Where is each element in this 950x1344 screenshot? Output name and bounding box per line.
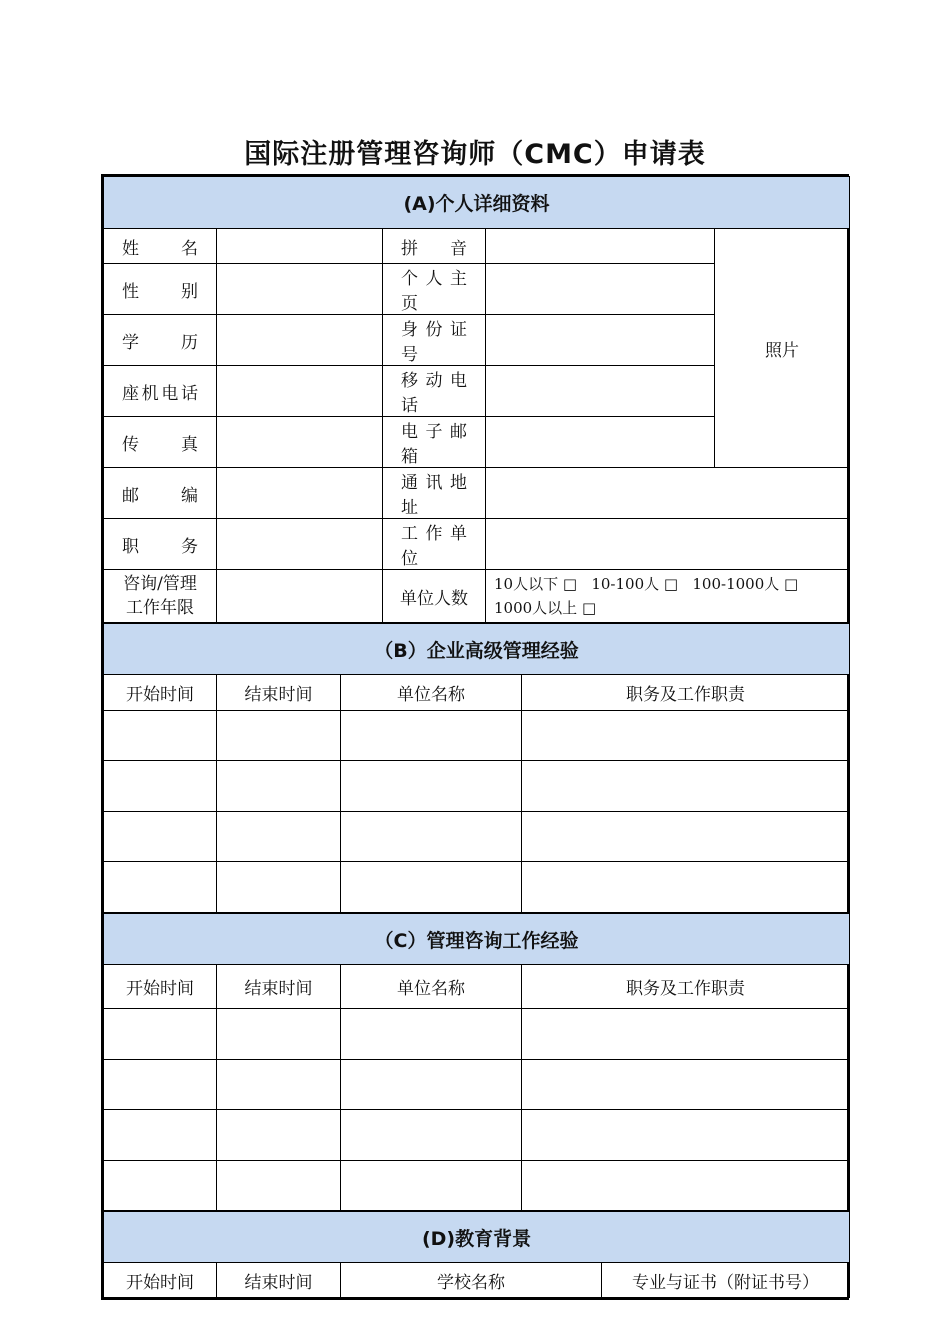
fax-label: 传真 <box>104 417 217 468</box>
table-row <box>104 1009 850 1060</box>
table-row <box>104 761 850 812</box>
table-row <box>104 1161 850 1211</box>
b-cell[interactable] <box>217 711 341 761</box>
personal-details-table <box>103 176 850 623</box>
headcount-option-1[interactable]: 10人以下 □ <box>494 575 578 593</box>
c-cell[interactable] <box>522 1161 850 1211</box>
table-row <box>104 862 850 913</box>
mobile-label: 移动电话 <box>383 366 486 417</box>
education-field[interactable] <box>217 315 383 366</box>
b-duties-header: 职务及工作职责 <box>522 675 850 711</box>
b-cell[interactable] <box>217 761 341 812</box>
headcount-options[interactable] <box>486 570 850 623</box>
application-form <box>101 174 849 1300</box>
d-school-header: 学校名称 <box>341 1263 602 1298</box>
d-major-header: 专业与证书（附证书号） <box>602 1263 850 1298</box>
b-start-header: 开始时间 <box>104 675 217 711</box>
postcode-label: 邮编 <box>104 468 217 519</box>
photo-label: 照片 <box>765 340 799 361</box>
b-cell[interactable] <box>522 862 850 913</box>
work-years-field[interactable] <box>217 570 383 623</box>
education-label: 学历 <box>104 315 217 366</box>
name-label: 姓名 <box>104 229 217 264</box>
postcode-field[interactable] <box>217 468 383 519</box>
b-cell[interactable] <box>104 761 217 812</box>
id-number-label: 身份证号 <box>383 315 486 366</box>
c-cell[interactable] <box>217 1009 341 1060</box>
c-cell[interactable] <box>341 1110 522 1161</box>
education-table <box>103 1211 850 1298</box>
homepage-label: 个人主页 <box>383 264 486 315</box>
address-label: 通讯地址 <box>383 468 486 519</box>
c-cell[interactable] <box>522 1110 850 1161</box>
pinyin-label: 拼音 <box>383 229 486 264</box>
landline-label: 座机电话 <box>104 366 217 417</box>
work-years-label-line2: 工作年限 <box>126 598 194 618</box>
consulting-experience-table <box>103 913 850 1211</box>
gender-label: 性别 <box>104 264 217 315</box>
d-end-header: 结束时间 <box>217 1263 341 1298</box>
c-cell[interactable] <box>217 1060 341 1110</box>
gender-field[interactable] <box>217 264 383 315</box>
section-c-header: （C）管理咨询工作经验 <box>104 914 850 965</box>
b-cell[interactable] <box>522 812 850 862</box>
fax-field[interactable] <box>217 417 383 468</box>
name-field[interactable] <box>217 229 383 264</box>
b-end-header: 结束时间 <box>217 675 341 711</box>
form-title: 国际注册管理咨询师（CMC）申请表 <box>244 139 706 170</box>
c-cell[interactable] <box>104 1110 217 1161</box>
management-experience-table <box>103 623 850 913</box>
b-cell[interactable] <box>341 761 522 812</box>
b-cell[interactable] <box>341 812 522 862</box>
section-d-header: (D)教育背景 <box>104 1212 850 1263</box>
c-cell[interactable] <box>341 1161 522 1211</box>
email-field[interactable] <box>486 417 715 468</box>
c-duties-header: 职务及工作职责 <box>522 965 850 1009</box>
section-a-header: (A)个人详细资料 <box>104 177 850 229</box>
mobile-field[interactable] <box>486 366 715 417</box>
b-cell[interactable] <box>104 812 217 862</box>
b-org-header: 单位名称 <box>341 675 522 711</box>
address-field[interactable] <box>486 468 850 519</box>
headcount-option-3[interactable]: 100-1000人 □ <box>692 575 799 593</box>
b-cell[interactable] <box>104 711 217 761</box>
b-cell[interactable] <box>217 862 341 913</box>
b-cell[interactable] <box>217 812 341 862</box>
c-org-header: 单位名称 <box>341 965 522 1009</box>
b-cell[interactable] <box>341 711 522 761</box>
c-start-header: 开始时间 <box>104 965 217 1009</box>
c-cell[interactable] <box>104 1009 217 1060</box>
table-row <box>104 812 850 862</box>
table-row <box>104 1110 850 1161</box>
email-label: 电子邮箱 <box>383 417 486 468</box>
position-field[interactable] <box>217 519 383 570</box>
section-b-header: （B）企业高级管理经验 <box>104 624 850 675</box>
pinyin-field[interactable] <box>486 229 715 264</box>
c-cell[interactable] <box>341 1060 522 1110</box>
headcount-option-4[interactable]: 1000人以上 □ <box>494 599 597 617</box>
c-cell[interactable] <box>522 1060 850 1110</box>
b-cell[interactable] <box>104 862 217 913</box>
photo-box[interactable] <box>715 229 850 468</box>
employer-label: 工作单位 <box>383 519 486 570</box>
c-cell[interactable] <box>522 1009 850 1060</box>
c-cell[interactable] <box>104 1060 217 1110</box>
employer-field[interactable] <box>486 519 850 570</box>
table-row <box>104 1060 850 1110</box>
id-number-field[interactable] <box>486 315 715 366</box>
headcount-option-2[interactable]: 10-100人 □ <box>591 575 679 593</box>
homepage-field[interactable] <box>486 264 715 315</box>
table-row <box>104 711 850 761</box>
c-cell[interactable] <box>217 1110 341 1161</box>
c-cell[interactable] <box>341 1009 522 1060</box>
headcount-label: 单位人数 <box>383 570 486 623</box>
work-years-label <box>104 570 217 623</box>
d-start-header: 开始时间 <box>104 1263 217 1298</box>
c-cell[interactable] <box>104 1161 217 1211</box>
c-cell[interactable] <box>217 1161 341 1211</box>
position-label: 职务 <box>104 519 217 570</box>
b-cell[interactable] <box>341 862 522 913</box>
b-cell[interactable] <box>522 711 850 761</box>
landline-field[interactable] <box>217 366 383 417</box>
c-end-header: 结束时间 <box>217 965 341 1009</box>
b-cell[interactable] <box>522 761 850 812</box>
work-years-label-line1: 咨询/管理 <box>123 574 197 594</box>
